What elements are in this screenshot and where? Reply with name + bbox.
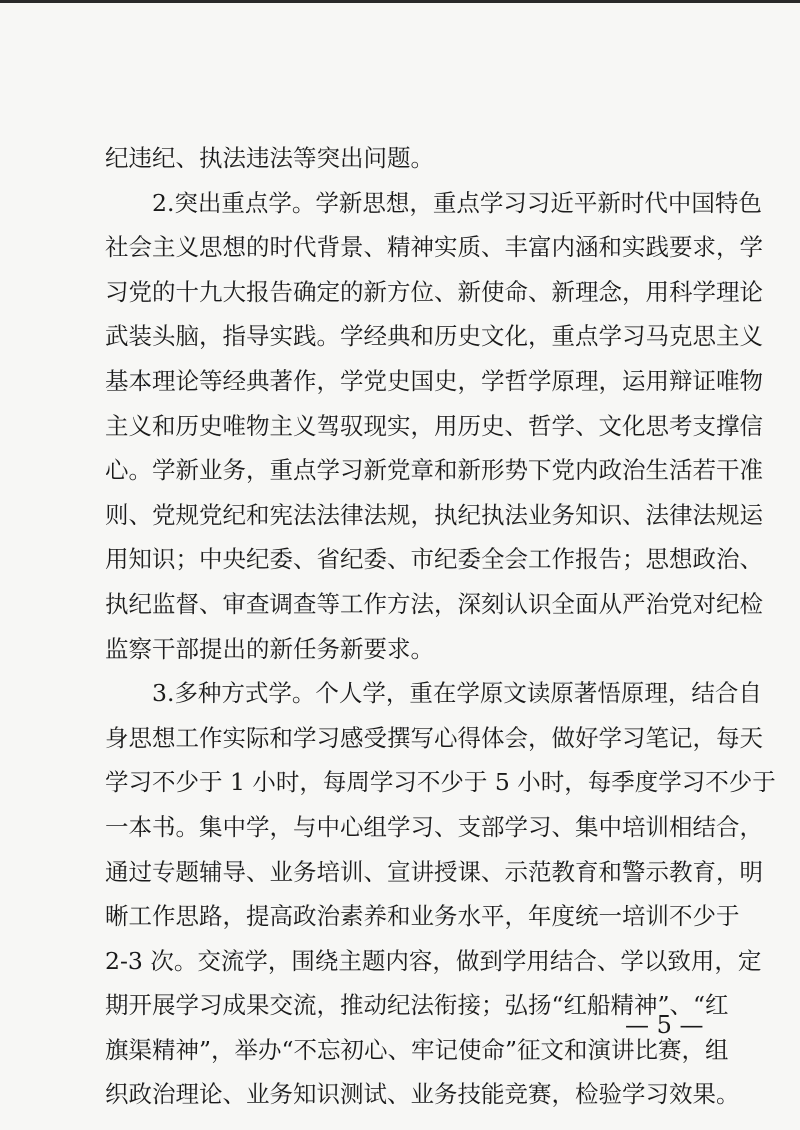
text-line: 基本理论等经典著作，学党史国史，学哲学原理，运用辩证唯物: [105, 366, 763, 395]
paragraph-3-heading-line: 3.多种方式学。个人学，重在学原文读原著悟原理，结合自: [152, 679, 762, 708]
text-line: 执纪监督、审查调查等工作方法，深刻认识全面从严治党对纪检: [105, 589, 763, 618]
text-line: 期开展学习成果交流，推动纪法衔接；弘扬“红船精神”、“红: [105, 991, 729, 1020]
text-line: 2-3 次。交流学，围绕主题内容，做到学用结合、学以致用，定: [105, 946, 762, 975]
text-line: 用知识；中央纪委、省纪委、市纪委全会工作报告；思想政治、: [105, 545, 763, 574]
text-line: 社会主义思想的时代背景、精神实质、丰富内涵和实践要求，学: [105, 233, 763, 262]
text-line: 武装头脑，指导实践。学经典和历史文化，重点学习马克思主义: [105, 322, 763, 351]
text-line: 心。学新业务，重点学习新党章和新形势下党内政治生活若干准: [105, 456, 763, 485]
text-line: 旗渠精神”，举办“不忘初心、牢记使命”征文和演讲比赛，组: [105, 1035, 729, 1064]
text-line: 监察干部提出的新任务新要求。: [105, 634, 434, 663]
text-line: 纪违纪、执法违法等突出问题。: [105, 144, 434, 172]
page-number: — 5 —: [625, 1011, 704, 1039]
text-line: 主义和历史唯物主义驾驭现实，用历史、哲学、文化思考支撑信: [105, 411, 763, 440]
text-line: 则、党规党纪和宪法法律法规，执纪执法业务知识、法律法规运: [105, 500, 763, 529]
text-line: 织政治理论、业务知识测试、业务技能竞赛，检验学习效果。: [105, 1080, 740, 1109]
text-line: 身思想工作实际和学习感受撰写心得体会，做好学习笔记，每天: [105, 723, 763, 752]
text-line: 学习不少于 1 小时，每周学习不少于 5 小时，每季度学习不少于: [105, 768, 776, 797]
paragraph-2-heading-line: 2.突出重点学。学新思想，重点学习习近平新时代中国特色: [152, 188, 762, 217]
text-line: 晰工作思路，提高政治素养和业务水平，年度统一培训不少于: [105, 902, 740, 931]
body-text: [105, 136, 776, 1117]
text-line: 习党的十九大报告确定的新方位、新使命、新理念，用科学理论: [105, 277, 763, 306]
top-border: [0, 0, 800, 3]
text-line: 通过专题辅导、业务培训、宣讲授课、示范教育和警示教育，明: [105, 857, 763, 886]
text-line: 一本书。集中学，与中心组学习、支部学习、集中培训相结合，: [105, 812, 763, 841]
